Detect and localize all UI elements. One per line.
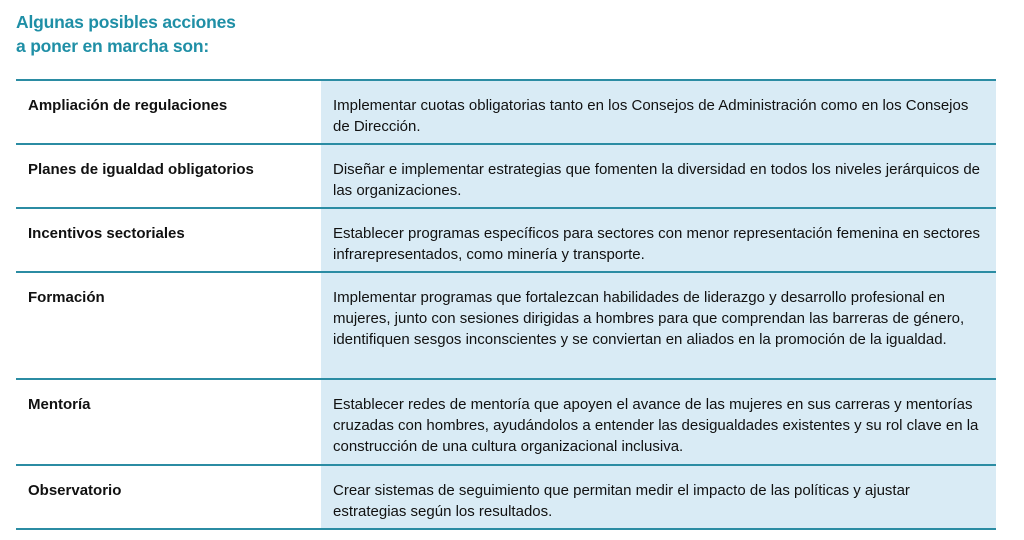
action-name: Planes de igualdad obligatorios bbox=[16, 144, 321, 208]
action-name: Incentivos sectoriales bbox=[16, 208, 321, 272]
section-heading bbox=[16, 10, 236, 58]
action-description: Establecer programas específicos para sectores con menor representación femenina en sectores infrarepresentados, como minería y transporte. bbox=[321, 208, 996, 272]
action-name: Ampliación de regulaciones bbox=[16, 80, 321, 144]
action-description: Implementar programas que fortalezcan habilidades de liderazgo y desarrollo profesional en mujeres, junto con sesiones dirigidas a hombres para que comprendan las barreras de género, identifiquen sesgos inconscientes y se conviertan en aliados en la promoción de la igualdad. bbox=[321, 272, 996, 379]
table-row bbox=[16, 80, 996, 144]
table-row bbox=[16, 379, 996, 465]
table-row bbox=[16, 144, 996, 208]
action-description: Diseñar e implementar estrategias que fomenten la diversidad en todos los niveles jerárquicos de las organizaciones. bbox=[321, 144, 996, 208]
action-description: Establecer redes de mentoría que apoyen el avance de las mujeres en sus carreras y mentorías cruzadas con hombres, ayudándolos a entender las desigualdades existentes y su rol clave en la construcción de una cultura organizacional inclusiva. bbox=[321, 379, 996, 465]
action-description: Crear sistemas de seguimiento que permitan medir el impacto de las políticas y ajustar estrategias según los resultados. bbox=[321, 465, 996, 529]
section-heading-line-1: Algunas posibles acciones bbox=[16, 12, 236, 32]
action-description: Implementar cuotas obligatorias tanto en los Consejos de Administración como en los Consejos de Dirección. bbox=[321, 80, 996, 144]
table-row bbox=[16, 465, 996, 529]
actions-table bbox=[16, 79, 996, 530]
action-name: Mentoría bbox=[16, 379, 321, 465]
section-heading-line-2: a poner en marcha son: bbox=[16, 36, 210, 56]
table-row bbox=[16, 272, 996, 379]
action-name: Observatorio bbox=[16, 465, 321, 529]
action-name: Formación bbox=[16, 272, 321, 379]
table-row bbox=[16, 208, 996, 272]
